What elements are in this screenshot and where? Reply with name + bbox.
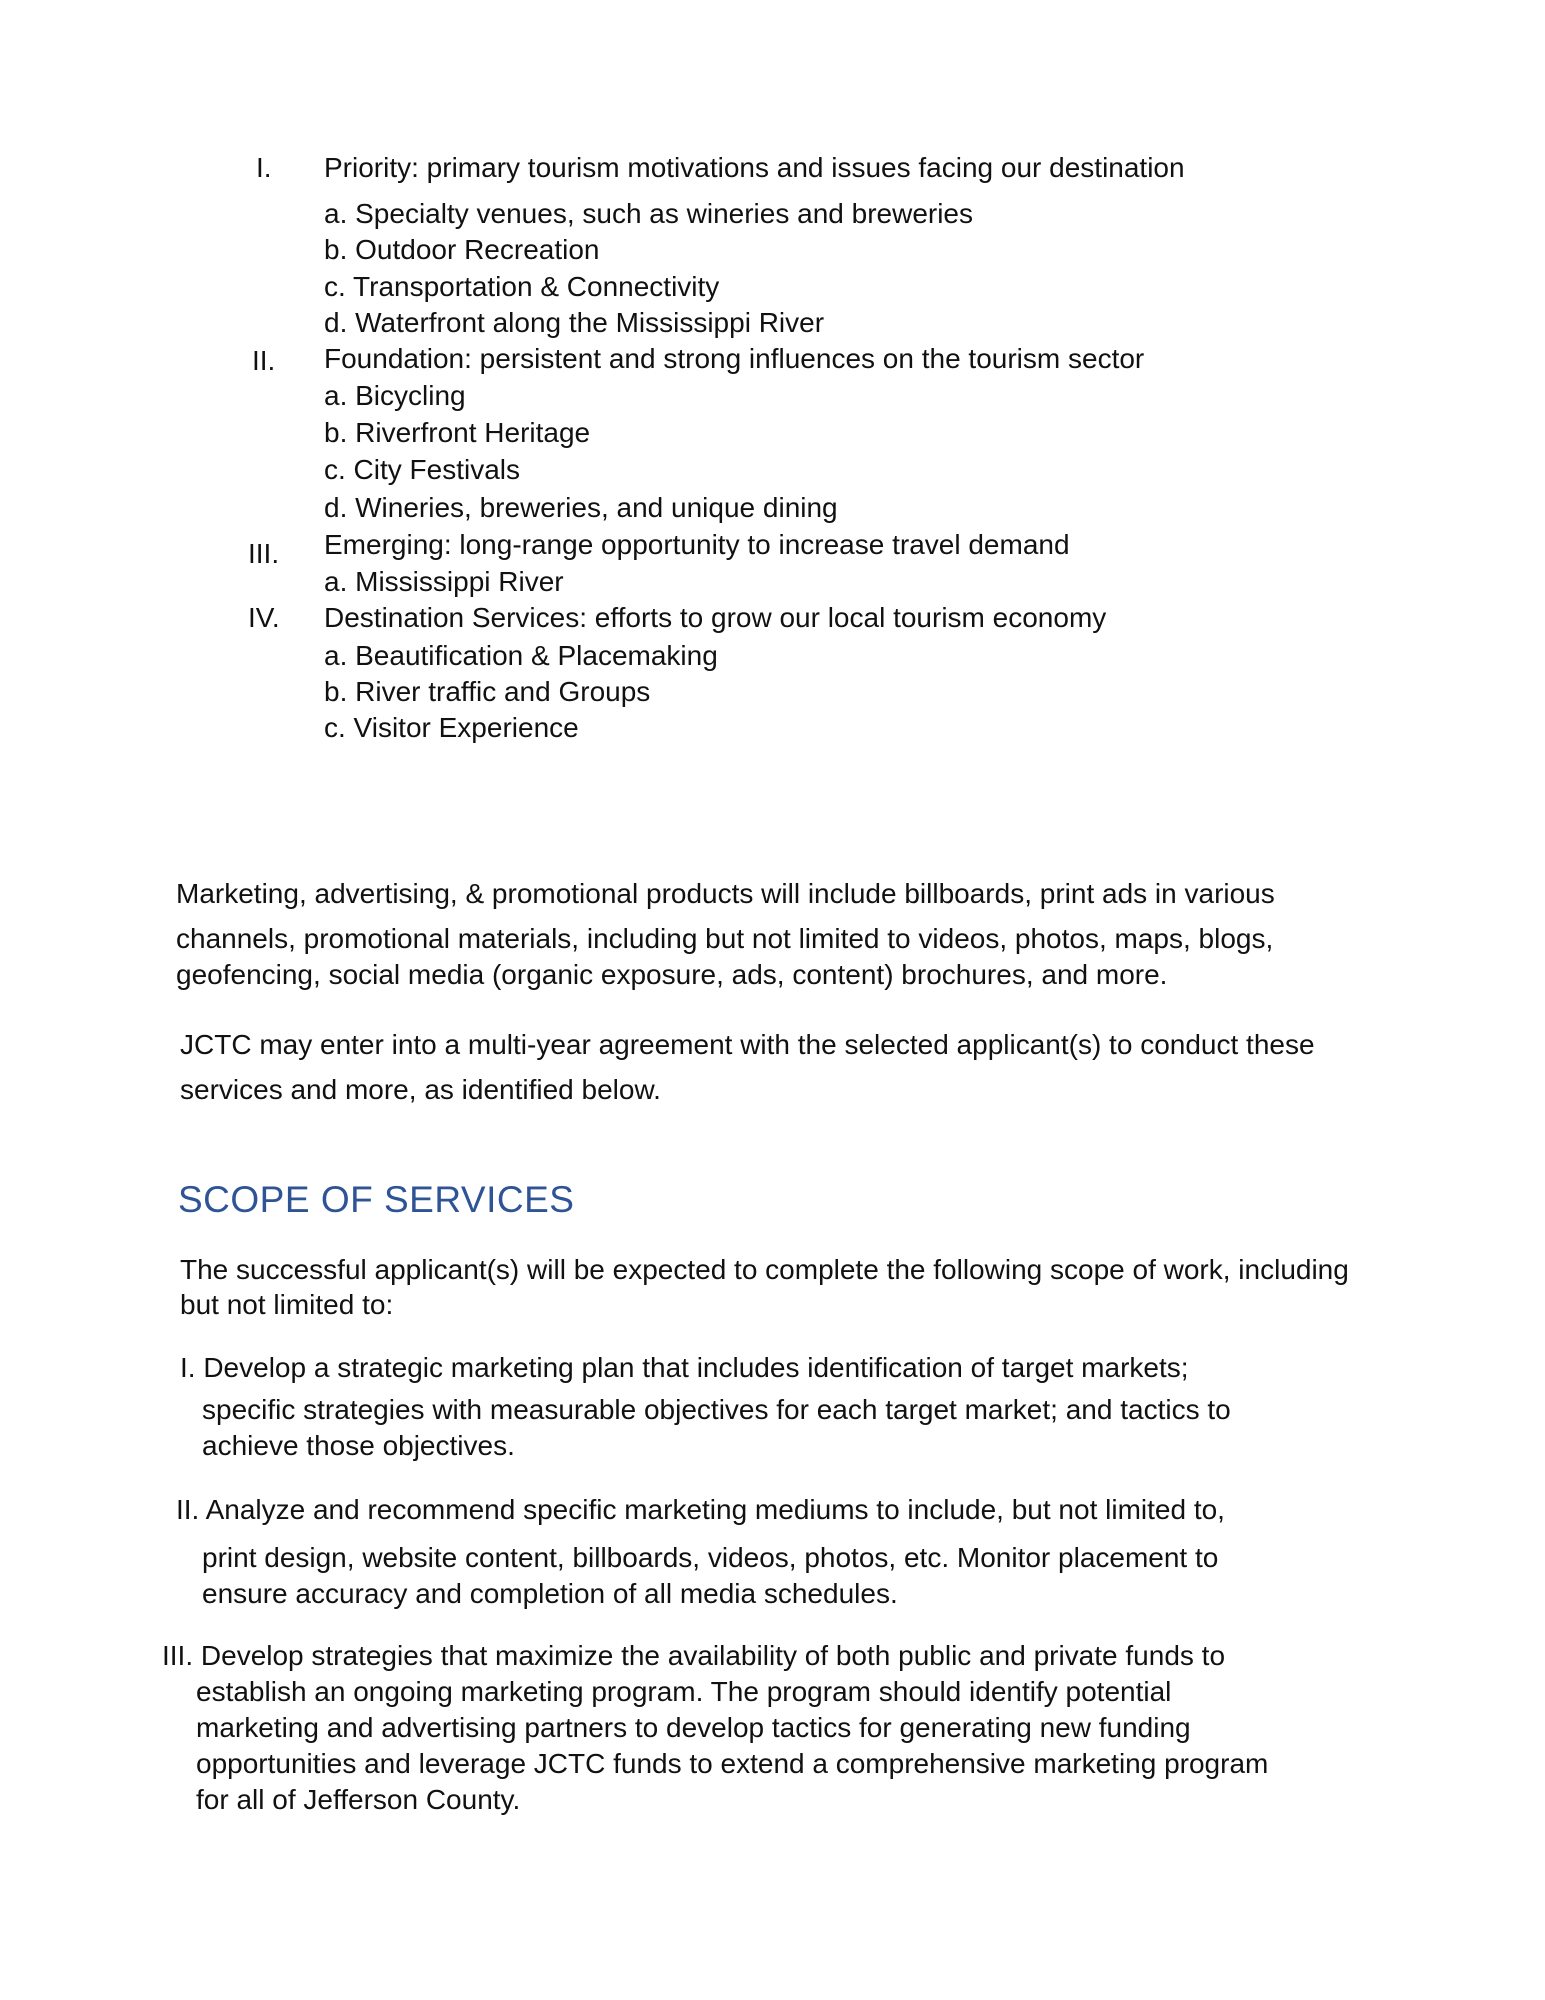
priority-numeral: III. — [248, 538, 280, 569]
scope-item-line: opportunities and leverage JCTC funds to extend a comprehensive marketing program — [196, 1748, 1269, 1779]
paragraph-line: but not limited to: — [180, 1289, 394, 1320]
priority-item: c. City Festivals — [324, 454, 521, 485]
paragraph-line: JCTC may enter into a multi-year agreement with the selected applicant(s) to conduct these — [180, 1029, 1315, 1060]
priority-item: a. Mississippi River — [324, 566, 564, 597]
priority-item: b. Outdoor Recreation — [324, 234, 600, 265]
paragraph-line: geofencing, social media (organic exposure, ads, content) brochures, and more. — [176, 959, 1168, 990]
priority-item: a. Specialty venues, such as wineries and breweries — [324, 198, 974, 229]
paragraph-line: Marketing, advertising, & promotional products will include billboards, print ads in various — [176, 878, 1275, 909]
priority-item: d. Wineries, breweries, and unique dining — [324, 492, 838, 523]
priority-numeral: I. — [256, 152, 272, 183]
scope-item-line: establish an ongoing marketing program. The program should identify potential — [196, 1676, 1172, 1707]
paragraph-line: services and more, as identified below. — [180, 1074, 661, 1105]
scope-item-line: achieve those objectives. — [202, 1430, 515, 1461]
priority-heading: Priority: primary tourism motivations and issues facing our destination — [324, 152, 1185, 183]
paragraph-line: The successful applicant(s) will be expected to complete the following scope of work, including — [180, 1254, 1349, 1285]
priority-numeral: II. — [252, 345, 276, 376]
paragraph-line: channels, promotional materials, including but not limited to videos, photos, maps, blogs, — [176, 923, 1274, 954]
scope-item-line: ensure accuracy and completion of all media schedules. — [202, 1578, 898, 1609]
priority-item: d. Waterfront along the Mississippi River — [324, 307, 825, 338]
priority-item: a. Beautification & Placemaking — [324, 640, 718, 671]
priority-heading: Emerging: long-range opportunity to increase travel demand — [324, 529, 1070, 560]
scope-item-line: marketing and advertising partners to develop tactics for generating new funding — [196, 1712, 1191, 1743]
priority-item: c. Visitor Experience — [324, 712, 579, 743]
section-heading: SCOPE OF SERVICES — [178, 1179, 575, 1220]
priority-item: b. River traffic and Groups — [324, 676, 651, 707]
scope-item-line: for all of Jefferson County. — [196, 1784, 521, 1815]
scope-item-line: specific strategies with measurable objectives for each target market; and tactics to — [202, 1394, 1231, 1425]
scope-item-line: III. Develop strategies that maximize the availability of both public and private funds to — [162, 1640, 1226, 1671]
priority-numeral: IV. — [248, 602, 280, 633]
priority-heading: Foundation: persistent and strong influences on the tourism sector — [324, 343, 1145, 374]
scope-item-line: print design, website content, billboards, videos, photos, etc. Monitor placement to — [202, 1542, 1219, 1573]
priority-item: b. Riverfront Heritage — [324, 417, 591, 448]
priority-item: c. Transportation & Connectivity — [324, 271, 720, 302]
scope-item-line: I. Develop a strategic marketing plan that includes identification of target markets; — [180, 1352, 1189, 1383]
priority-item: a. Bicycling — [324, 380, 466, 411]
priority-heading: Destination Services: efforts to grow our local tourism economy — [324, 602, 1107, 633]
scope-item-line: II. Analyze and recommend specific marketing mediums to include, but not limited to, — [176, 1494, 1225, 1525]
